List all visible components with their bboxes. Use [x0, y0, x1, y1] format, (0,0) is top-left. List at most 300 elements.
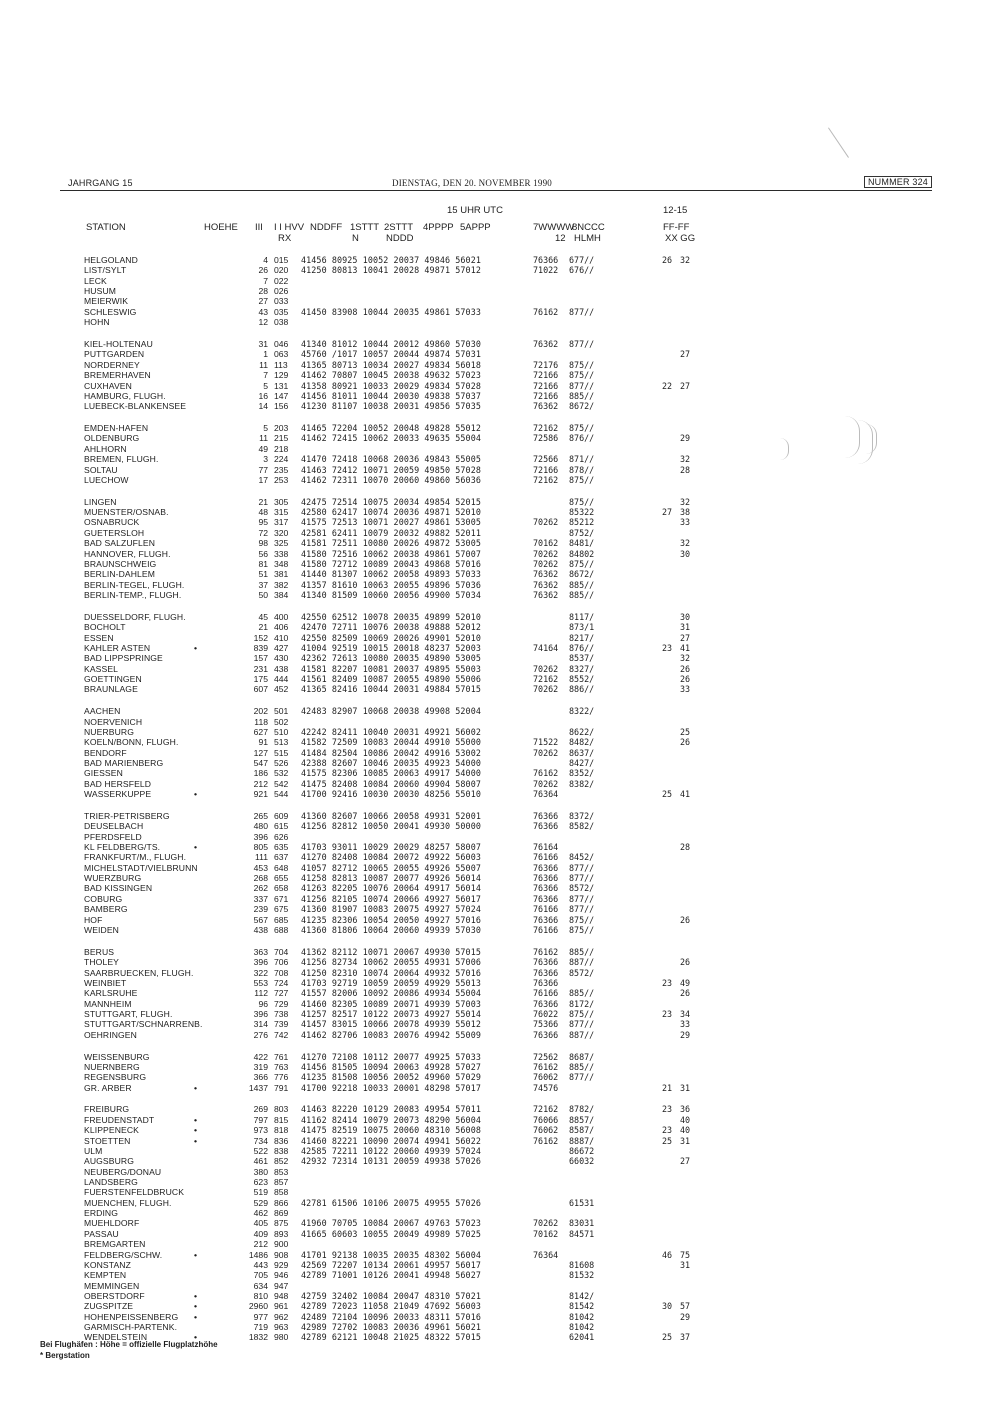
- station-number: 724: [274, 977, 289, 988]
- station-height: 805: [253, 842, 268, 852]
- station-height: 111: [254, 852, 268, 863]
- station-name: REGENSBURG: [84, 1072, 147, 1083]
- table-row: [84, 1177, 934, 1187]
- station-height: 7: [263, 275, 268, 286]
- station-number: 315: [274, 507, 289, 518]
- station-name: BRAUNLAGE: [84, 684, 138, 695]
- station-number: 235: [274, 464, 289, 475]
- synop-codes: 41365 80713 10034 20027 49834 56018: [301, 359, 481, 370]
- weather-code: 76366: [533, 998, 559, 1009]
- cloud-code: 8622/: [569, 726, 595, 737]
- station-height: 734: [253, 1135, 268, 1146]
- station-name: FREUDENSTADT: [84, 1114, 155, 1125]
- weather-code: 76162: [533, 768, 559, 779]
- synop-codes: 41703 93011 10029 20029 48257 58007: [301, 842, 481, 852]
- station-height: 91: [258, 737, 268, 748]
- station-height: 480: [253, 821, 268, 832]
- station-name: KL FELDBERG/TS.: [84, 842, 161, 852]
- station-name: CUXHAVEN: [84, 380, 132, 391]
- table-row: [84, 1125, 934, 1135]
- station-number: 655: [274, 873, 289, 884]
- weather-code: 76166: [533, 852, 559, 863]
- station-number: 858: [274, 1187, 289, 1198]
- cloud-code: 875//: [569, 914, 595, 925]
- gust-value: 31: [680, 1082, 691, 1093]
- station-height: 175: [253, 674, 268, 684]
- synop-codes: 42470 72711 10076 20038 49888 52012: [301, 622, 481, 633]
- gust-value: 33: [680, 684, 691, 695]
- station-height: 810: [253, 1290, 268, 1301]
- page-header: [60, 178, 932, 191]
- gust-value: 27: [680, 632, 691, 643]
- synop-codes: 41581 72511 10080 20026 49872 53005: [301, 538, 481, 549]
- cloud-code: 676//: [569, 265, 595, 276]
- weather-code: 70262: [533, 548, 559, 559]
- station-name: LINGEN: [84, 496, 117, 507]
- station-height: 438: [253, 924, 268, 935]
- cloud-code: 887//: [569, 957, 595, 968]
- synop-codes: 41256 82105 10074 20066 49927 56017: [301, 893, 481, 904]
- gust-value: 40: [680, 1125, 691, 1136]
- table-row: [84, 1270, 934, 1280]
- station-name: HOHENPEISSENBERG: [84, 1311, 179, 1322]
- station-number: 761: [274, 1051, 289, 1062]
- station-name: HANNOVER, FLUGH.: [84, 548, 171, 559]
- table-row: [84, 1115, 934, 1125]
- cloud-code: 81042: [569, 1311, 595, 1322]
- station-name: NORDERNEY: [84, 359, 140, 370]
- synop-codes: 41582 72509 10083 20044 49910 55000: [301, 737, 481, 748]
- weather-code: 76162: [533, 1061, 559, 1072]
- synop-codes: 41460 82221 10090 20074 49941 56022: [301, 1135, 481, 1146]
- cloud-code: 84571: [569, 1228, 595, 1239]
- table-row: [84, 286, 934, 296]
- table-row: [84, 255, 934, 265]
- cloud-code: 877//: [569, 904, 595, 915]
- station-height: 719: [253, 1322, 268, 1332]
- synop-codes: 42759 32402 10084 20047 48310 57021: [301, 1290, 481, 1301]
- gust-value: 27: [680, 380, 691, 391]
- table-row: [84, 276, 934, 286]
- station-name: MANNHEIM: [84, 998, 132, 1009]
- station-number: 325: [274, 538, 289, 549]
- station-number: 637: [274, 852, 289, 863]
- weather-code: 72162: [533, 423, 559, 433]
- station-number: 729: [274, 998, 289, 1009]
- gust-max: 23: [662, 1008, 673, 1019]
- table-row: [84, 612, 934, 622]
- station-name: OEHRINGEN: [84, 1029, 137, 1040]
- code-heading-4: 2STTT: [384, 222, 414, 233]
- mountain-marker: •: [194, 642, 198, 653]
- cloud-code: 8322/: [569, 706, 595, 717]
- gust-value: 49: [680, 977, 691, 988]
- cloud-code: 8117/: [569, 611, 595, 622]
- station-height: 337: [253, 893, 268, 904]
- table-row: [84, 789, 934, 799]
- station-name: WUERZBURG: [84, 873, 142, 884]
- table-row: [84, 296, 934, 306]
- gust-value: 27: [680, 1156, 691, 1167]
- station-name: KIEL-HOLTENAU: [84, 339, 153, 349]
- station-height: 627: [253, 726, 268, 737]
- gust-value: 26: [680, 663, 691, 674]
- synop-codes: 41462 72415 10062 20033 49635 55004: [301, 433, 481, 444]
- synop-codes: 42789 72023 11058 21049 47692 56003: [301, 1301, 481, 1312]
- synop-codes: 41230 81107 10038 20031 49856 57035: [301, 401, 481, 412]
- cloud-code: 875//: [569, 924, 595, 935]
- weather-code: 76364: [533, 789, 559, 800]
- cloud-code: 8887/: [569, 1135, 595, 1146]
- weather-hour-heading: 12: [555, 233, 566, 244]
- weather-code: 76162: [533, 1135, 559, 1146]
- station-name: WASSERKUPPE: [84, 789, 152, 800]
- synop-codes: 41561 82409 10087 20055 49890 55006: [301, 674, 481, 684]
- station-height: 37: [258, 579, 268, 590]
- station-number: 836: [274, 1135, 289, 1146]
- gust-value: 33: [680, 517, 691, 528]
- station-height: 43: [258, 306, 268, 317]
- station-height: 21: [258, 496, 268, 507]
- weather-code: 76366: [533, 821, 559, 832]
- table-row: [84, 538, 934, 548]
- weather-code: 71522: [533, 737, 559, 748]
- station-height: 17: [258, 474, 268, 485]
- table-row: [84, 1239, 934, 1249]
- station-number: 791: [274, 1082, 289, 1093]
- station-name: LUEBECK-BLANKENSEE: [84, 401, 187, 412]
- cloud-code: 83031: [569, 1218, 595, 1229]
- table-row: [84, 1083, 934, 1093]
- table-row: [84, 1167, 934, 1177]
- gust-value: 31: [680, 1259, 691, 1270]
- synop-codes: 41700 92416 10030 20030 48256 55010: [301, 789, 481, 800]
- synop-codes: 42550 62512 10078 20035 49899 52010: [301, 611, 481, 622]
- table-row: [84, 1156, 934, 1166]
- synop-codes: 41270 82408 10084 20072 49922 56003: [301, 852, 481, 863]
- cloud-code: 871//: [569, 454, 595, 465]
- table-row: [84, 1072, 934, 1082]
- table-row: [84, 465, 934, 475]
- station-number: 776: [274, 1072, 289, 1083]
- weather-code: 76366: [533, 862, 559, 873]
- table-row: [84, 381, 934, 391]
- station-number: 742: [274, 1029, 289, 1040]
- station-name: FUERSTENFELDBRUCK: [84, 1187, 185, 1198]
- station-name: BAMBERG: [84, 904, 128, 915]
- station-height: 45: [258, 611, 268, 622]
- weather-code: 76366: [533, 873, 559, 884]
- station-name: ESSEN: [84, 632, 114, 643]
- station-height: 973: [253, 1125, 268, 1136]
- cloud-code: 8352/: [569, 768, 595, 779]
- weather-code: 70162: [533, 538, 559, 549]
- station-height: 634: [253, 1280, 268, 1291]
- cloud-code: 8217/: [569, 632, 595, 643]
- synop-codes: 41700 92218 10033 20001 48298 57017: [301, 1082, 481, 1093]
- table-row: [84, 832, 934, 842]
- cloud-code: 877//: [569, 1019, 595, 1030]
- weather-code: 76366: [533, 1029, 559, 1040]
- pen-stroke: [828, 127, 849, 157]
- station-height: 443: [253, 1259, 268, 1270]
- synop-codes: 41462 82706 10083 20076 49942 55009: [301, 1029, 481, 1040]
- station-height: 31: [258, 339, 268, 349]
- station-name: ULM: [84, 1145, 103, 1156]
- cloud-code: 677//: [569, 255, 595, 265]
- table-row: [84, 1052, 934, 1062]
- station-number: 381: [274, 569, 289, 580]
- station-number: 947: [274, 1280, 289, 1291]
- station-number: 961: [274, 1301, 289, 1312]
- table-row: [84, 360, 934, 370]
- gust-value: 40: [680, 1114, 691, 1125]
- station-height: 366: [253, 1072, 268, 1083]
- table-row: [84, 664, 934, 674]
- cloud-height-heading: HLMH: [574, 233, 601, 244]
- time-heading: 15 UHR UTC: [447, 205, 503, 216]
- synop-codes: 41360 82607 10066 20058 49931 52001: [301, 810, 481, 821]
- cloud-code: 8142/: [569, 1290, 595, 1301]
- station-number: 156: [274, 401, 289, 412]
- cloud-code: 86672: [569, 1145, 595, 1156]
- synop-codes: 41456 80925 10052 20037 49846 56021: [301, 255, 481, 265]
- station-height: 977: [253, 1311, 268, 1322]
- station-height: 607: [253, 684, 268, 695]
- cloud-code: 8672/: [569, 401, 595, 412]
- station-number: 671: [274, 893, 289, 904]
- gust-value: 25: [680, 726, 691, 737]
- station-number: 317: [274, 517, 289, 528]
- station-height: 51: [258, 569, 268, 580]
- synop-codes: 41365 82416 10044 20031 49884 57015: [301, 684, 481, 695]
- cloud-code: 885//: [569, 579, 595, 590]
- station-height: 77: [258, 464, 268, 475]
- footnote-mountain: * Bergstation: [40, 1351, 90, 1360]
- code-heading-1b: RX: [278, 233, 292, 244]
- station-height: 157: [253, 653, 268, 664]
- code-heading-1: I I HVV: [274, 222, 305, 233]
- table-row: [84, 883, 934, 893]
- station-height: 1: [263, 349, 268, 360]
- weather-code: 72162: [533, 674, 559, 684]
- station-name: AACHEN: [84, 706, 121, 717]
- station-number: 866: [274, 1197, 289, 1208]
- station-height: 239: [253, 904, 268, 915]
- cloud-code: 85322: [569, 507, 595, 518]
- table-row: [84, 968, 934, 978]
- weather-code: 76362: [533, 589, 559, 600]
- station-number: 857: [274, 1176, 289, 1187]
- table-row: [84, 339, 934, 349]
- station-number: 948: [274, 1290, 289, 1301]
- weather-code: 70262: [533, 558, 559, 569]
- cloud-code: 877//: [569, 339, 595, 349]
- station-name: OBERSTDORF: [84, 1290, 145, 1301]
- synop-codes: 42388 82607 10046 20035 49923 54000: [301, 758, 481, 768]
- weather-code: 76062: [533, 1125, 559, 1136]
- table-row: [84, 717, 934, 727]
- station-name: KLIPPENECK: [84, 1125, 139, 1136]
- station-height: 96: [258, 998, 268, 1009]
- station-number: 438: [274, 663, 289, 674]
- synop-codes: 42585 72211 10122 20060 49939 57024: [301, 1145, 481, 1156]
- station-name: BREMGARTEN: [84, 1239, 146, 1250]
- table-row: [84, 779, 934, 789]
- synop-codes: 41257 82517 10122 20073 49927 55014: [301, 1008, 481, 1019]
- weather-code: 72166: [533, 390, 559, 401]
- station-height: 231: [253, 663, 268, 674]
- synop-codes: 41340 81509 10060 20056 49900 57034: [301, 589, 481, 600]
- station-name: BAD MARIENBERG: [84, 758, 164, 768]
- station-height: 461: [253, 1156, 268, 1167]
- station-number: 515: [274, 747, 289, 758]
- table-row: [84, 497, 934, 507]
- code-heading-3: 1STTT: [350, 222, 380, 233]
- cloud-code: 877//: [569, 893, 595, 904]
- gust-value: 33: [680, 1019, 691, 1030]
- station-height: 265: [253, 810, 268, 821]
- synop-codes: 42781 61506 10106 20075 49955 57026: [301, 1197, 481, 1208]
- cloud-code: 885//: [569, 988, 595, 999]
- table-row: [84, 580, 934, 590]
- synop-codes: 41580 72712 10089 20043 49868 57016: [301, 558, 481, 569]
- station-number: 838: [274, 1145, 289, 1156]
- table-row: [84, 1229, 934, 1239]
- gust-value: 29: [680, 433, 691, 444]
- station-number-heading: III: [255, 222, 263, 233]
- weather-code: 72166: [533, 370, 559, 381]
- station-heading: STATION: [86, 222, 126, 233]
- station-number: 022: [274, 275, 289, 286]
- table-row: [84, 507, 934, 517]
- gust-value: 30: [680, 548, 691, 559]
- gust-max: 23: [662, 642, 673, 653]
- station-height: 409: [253, 1228, 268, 1239]
- weather-code: 76366: [533, 810, 559, 821]
- cloud-code: 8372/: [569, 810, 595, 821]
- station-name: LIST/SYLT: [84, 265, 127, 276]
- gust-value: 26: [680, 988, 691, 999]
- cloud-code: 886//: [569, 684, 595, 695]
- cloud-code: 81532: [569, 1270, 595, 1281]
- station-height: 112: [254, 988, 268, 999]
- synop-codes: 42580 62417 10074 20036 49871 52010: [301, 507, 481, 518]
- cloud-code: 876//: [569, 433, 595, 444]
- station-height: 50: [258, 589, 268, 600]
- weather-code: 72166: [533, 464, 559, 475]
- weather-code: 72166: [533, 380, 559, 391]
- gust-max: 46: [662, 1249, 673, 1260]
- weather-code: 72586: [533, 433, 559, 444]
- station-name: NOERVENICH: [84, 716, 143, 727]
- station-height: 262: [253, 883, 268, 894]
- station-height: 462: [253, 1208, 268, 1218]
- synop-codes: 41484 82504 10086 20042 49916 53002: [301, 747, 481, 758]
- station-height: 269: [253, 1104, 268, 1115]
- station-name: THOLEY: [84, 957, 119, 968]
- station-height: 72: [258, 527, 268, 538]
- mountain-marker: •: [194, 1114, 198, 1125]
- table-row: [84, 475, 934, 485]
- weather-code: 76166: [533, 988, 559, 999]
- synop-codes: 41470 72418 10068 20036 49843 55005: [301, 454, 481, 465]
- station-name: OLDENBURG: [84, 433, 140, 444]
- station-height: 363: [253, 946, 268, 957]
- station-name: NUERBURG: [84, 726, 134, 737]
- station-name: BAD SALZUFLEN: [84, 538, 156, 549]
- station-name: MEIERWIK: [84, 296, 129, 307]
- synop-codes: 42569 72207 10134 20061 49957 56017: [301, 1259, 481, 1270]
- table-row: [84, 643, 934, 653]
- station-number: 739: [274, 1019, 289, 1030]
- gust-value: 28: [680, 464, 691, 475]
- gust-value: 32: [680, 653, 691, 664]
- weather-code: 72162: [533, 1104, 559, 1115]
- table-row: [84, 768, 934, 778]
- station-name: LANDSBERG: [84, 1176, 138, 1187]
- station-height: 529: [253, 1197, 268, 1208]
- station-height: 314: [253, 1019, 268, 1030]
- gust-max: 27: [662, 507, 673, 518]
- station-number: 513: [274, 737, 289, 748]
- gust-value: 27: [680, 349, 691, 360]
- synop-codes: 41250 82310 10074 20064 49932 57016: [301, 967, 481, 978]
- weather-code: 70262: [533, 517, 559, 528]
- station-number: 444: [274, 674, 289, 684]
- table-row: [84, 1019, 934, 1029]
- station-height: 453: [253, 862, 268, 873]
- station-number: 430: [274, 653, 289, 664]
- code-heading-2: NDDFF: [310, 222, 343, 233]
- mountain-marker: •: [194, 1249, 198, 1260]
- station-number: 803: [274, 1104, 289, 1115]
- station-height: 1832: [248, 1332, 268, 1343]
- synop-codes: 41557 82006 10092 20086 49934 55004: [301, 988, 481, 999]
- gust-value: 41: [680, 789, 691, 800]
- table-row: [84, 947, 934, 957]
- synop-codes: 41465 72204 10052 20048 49828 55012: [301, 423, 481, 433]
- station-height: 14: [258, 401, 268, 412]
- station-name: BREMEN, FLUGH.: [84, 454, 159, 465]
- station-number: 046: [274, 339, 289, 349]
- table-row: [84, 444, 934, 454]
- table-row: [84, 1009, 934, 1019]
- gust-value: 32: [680, 496, 691, 507]
- synop-codes: 41475 82519 10075 20060 48310 56008: [301, 1125, 481, 1136]
- station-number: 738: [274, 1008, 289, 1019]
- gust-max: 25: [662, 1332, 673, 1343]
- table-row: [84, 653, 934, 663]
- station-number: 963: [274, 1322, 289, 1332]
- gust-max: 21: [662, 1082, 673, 1093]
- station-name: COBURG: [84, 893, 123, 904]
- synop-codes: 41575 82306 10085 20063 49917 54000: [301, 768, 481, 779]
- gust-value: 28: [680, 842, 691, 852]
- station-height: 623: [253, 1176, 268, 1187]
- synop-codes: 41456 81505 10094 20063 49928 57027: [301, 1061, 481, 1072]
- table-row: [84, 842, 934, 852]
- station-height: 81: [258, 558, 268, 569]
- gust-value: 36: [680, 1104, 691, 1115]
- station-number: 253: [274, 474, 289, 485]
- station-height: 268: [253, 873, 268, 884]
- gust-value: 30: [680, 611, 691, 622]
- synop-codes: 41581 82207 10081 20037 49895 55003: [301, 663, 481, 674]
- table-row: [84, 915, 934, 925]
- weather-code: 72566: [533, 454, 559, 465]
- gust-value: 57: [680, 1301, 691, 1312]
